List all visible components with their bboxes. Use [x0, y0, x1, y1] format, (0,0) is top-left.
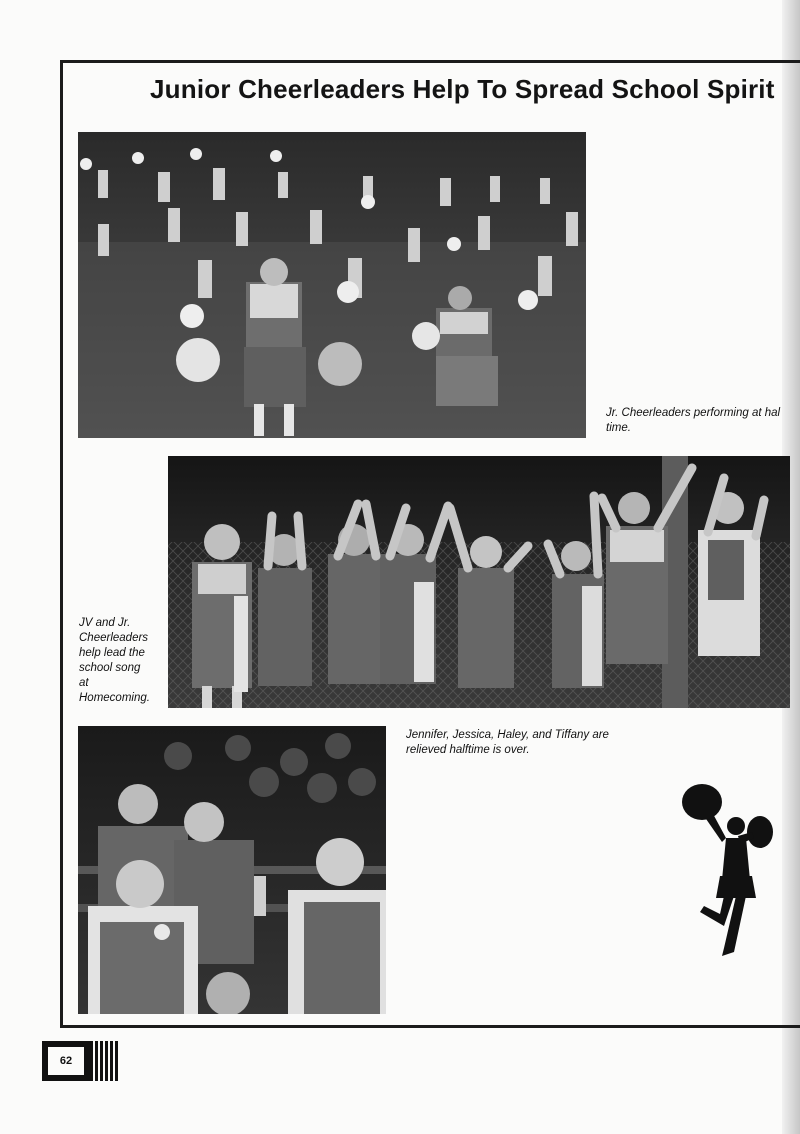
caption-line: Homecoming.	[79, 692, 150, 704]
caption-line: Cheerleaders	[79, 632, 149, 644]
page-number-bars	[90, 1041, 120, 1081]
cheerleader-silhouette-icon	[676, 780, 776, 960]
caption-line: JV and Jr.	[79, 617, 131, 629]
photo-halftime-performance	[78, 132, 586, 438]
caption-line: help lead the	[79, 647, 145, 659]
caption-line: Jennifer, Jessica, Haley, and Tiffany are	[406, 729, 609, 741]
page-number-block	[42, 1041, 122, 1085]
caption-line: relieved halftime is over.	[406, 744, 530, 756]
photo-bleachers	[78, 726, 386, 1014]
photo-school-song	[168, 456, 790, 708]
caption-school-song	[79, 616, 167, 706]
page-number-box	[42, 1041, 90, 1081]
caption-bleachers	[406, 728, 646, 758]
caption-halftime-performance	[606, 406, 792, 436]
caption-line: at	[79, 677, 89, 689]
caption-line: school song	[79, 662, 141, 674]
page-number: 62	[48, 1047, 84, 1075]
caption-line: Jr. Cheerleaders performing at hal	[606, 407, 781, 419]
caption-line: time.	[606, 422, 631, 434]
page-title: Junior Cheerleaders Help To Spread School Spirit	[150, 74, 775, 104]
